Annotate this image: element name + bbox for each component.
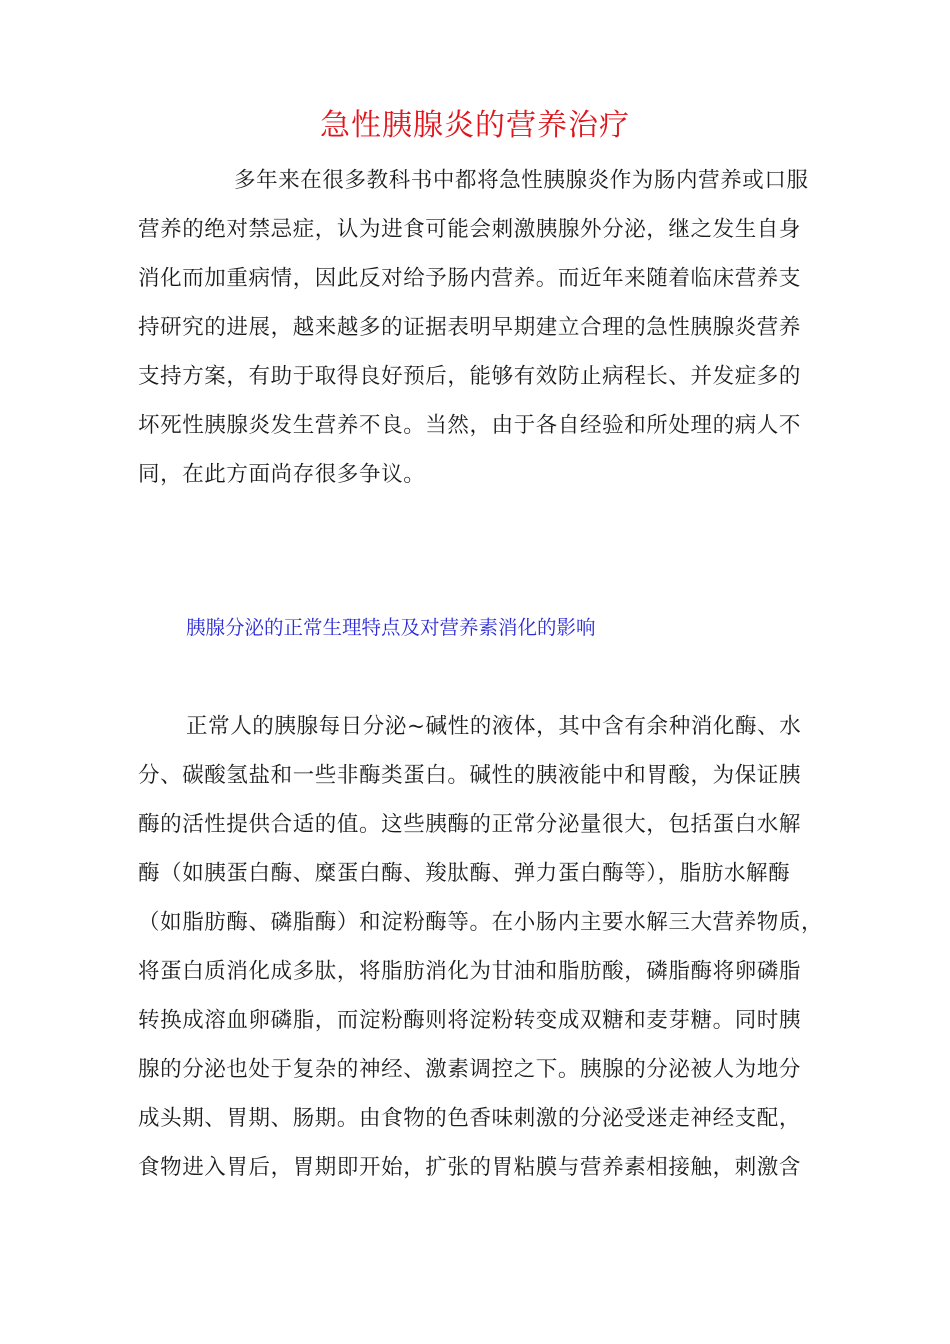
- intro-line: 多年来在很多教科书中都将急性胰腺炎作为肠内营养或口服: [234, 168, 809, 193]
- body-line: 正常人的胰腺每日分泌~碱性的液体，其中含有余种消化酶、水: [186, 714, 802, 739]
- intro-line: 持研究的进展，越来越多的证据表明早期建立合理的急性胰腺炎营养: [138, 315, 802, 340]
- intro-line: 支持方案，有助于取得良好预后，能够有效防止病程长、并发症多的: [138, 364, 802, 389]
- body-line: 将蛋白质消化成多肽，将脂肪消化为甘油和脂肪酸，磷脂酶将卵磷脂: [138, 959, 802, 984]
- intro-paragraph: [138, 156, 828, 499]
- body-line: 成头期、胃期、肠期。由食物的色香味刺激的分泌受迷走神经支配，: [138, 1106, 802, 1131]
- intro-line: 营养的绝对禁忌症，认为进食可能会刺激胰腺外分泌，继之发生自身: [138, 217, 802, 242]
- body-line: 分、碳酸氢盐和一些非酶类蛋白。碱性的胰液能中和胃酸，为保证胰: [138, 763, 802, 788]
- body-line: （如脂肪酶、磷脂酶）和淀粉酶等。在小肠内主要水解三大营养物质，: [138, 910, 824, 935]
- intro-line: 同，在此方面尚存很多争议。: [138, 462, 426, 487]
- section-heading: 胰腺分泌的正常生理特点及对营养素消化的影响: [186, 616, 596, 639]
- body-line: 酶（如胰蛋白酶、糜蛋白酶、羧肽酶、弹力蛋白酶等），脂肪水解酶: [138, 861, 791, 886]
- intro-line: 消化而加重病情，因此反对给予肠内营养。而近年来随着临床营养支: [138, 266, 802, 291]
- intro-line: 坏死性胰腺炎发生营养不良。当然，由于各自经验和所处理的病人不: [138, 413, 802, 438]
- body-line: 转换成溶血卵磷脂，而淀粉酶则将淀粉转变成双糖和麦芽糖。同时胰: [138, 1008, 802, 1033]
- document-title: 急性胰腺炎的营养治疗: [320, 108, 630, 143]
- body-line: 腺的分泌也处于复杂的神经、激素调控之下。胰腺的分泌被人为地分: [138, 1057, 802, 1082]
- body-line: 酶的活性提供合适的值。这些胰酶的正常分泌量很大，包括蛋白水解: [138, 812, 802, 837]
- body-paragraph: [138, 702, 828, 1192]
- body-line: 食物进入胃后，胃期即开始，扩张的胃粘膜与营养素相接触，刺激含: [138, 1155, 802, 1180]
